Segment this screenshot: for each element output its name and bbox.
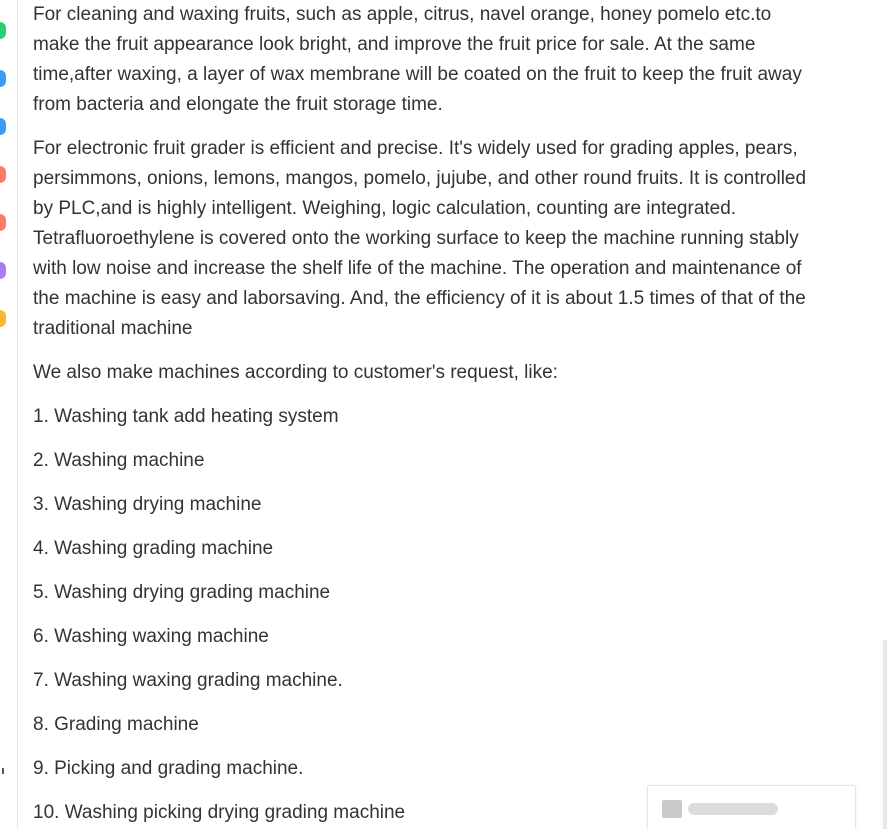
edge-tick <box>2 768 4 774</box>
notification-popup[interactable] <box>647 785 856 829</box>
list-item: 5. Washing drying grading machine <box>33 582 331 603</box>
paragraph-waxing: For cleaning and waxing fruits, such as apple, citrus, navel orange, honey pomelo etc.to make the fruit appearance look bright, and improve the fruit price for sale. At the same time,after waxing, a layer of wax membrane will be coated on the fruit to keep the fruit away from bacteria and elongate the fruit storage time. <box>33 4 802 115</box>
list-item: 4. Washing grading machine <box>33 538 274 559</box>
machine-list <box>33 402 813 829</box>
sidebar-dot-icon[interactable] <box>0 310 6 327</box>
sidebar-dot-icon[interactable] <box>0 166 6 183</box>
list-item: 1. Washing tank add heating system <box>33 406 339 427</box>
sidebar-dot-icon[interactable] <box>0 70 6 87</box>
list-item: 3. Washing drying machine <box>33 494 262 515</box>
list-item: 7. Washing waxing grading machine. <box>33 670 343 691</box>
popup-blurred-text <box>688 803 778 815</box>
list-item: 9. Picking and grading machine. <box>33 758 304 779</box>
list-item: 6. Washing waxing machine <box>33 626 269 647</box>
avatar <box>662 800 682 818</box>
paragraph-grader: For electronic fruit grader is efficient and precise. It's widely used for grading apples, pears, persimmons, onions, lemons, mangos, pomelo, jujube, and other round fruits. It is controlled by PLC,and is highly intelligent. Weighing, logic calculation, counting are integrated. Tetrafluoroethylene is covered onto the working surface to keep the machine running stably with low noise and increase the shelf life of the machine. The operation and maintenance of the machine is easy and laborsaving. And, the efficiency of it is about 1.5 times of that of the traditional machine <box>33 138 807 339</box>
sidebar-dot-icon[interactable] <box>0 118 6 135</box>
sidebar-dot-icon[interactable] <box>0 262 6 279</box>
sidebar-dot-icon[interactable] <box>0 22 6 39</box>
scrollbar[interactable] <box>883 640 887 829</box>
list-item: 10. Washing picking drying grading machine <box>33 802 406 823</box>
list-item: 8. Grading machine <box>33 714 199 735</box>
sidebar-dot-icon[interactable] <box>0 214 6 231</box>
article-content <box>33 0 813 829</box>
list-item: 2. Washing machine <box>33 450 205 471</box>
paragraph-custom-request: We also make machines according to customer's request, like: <box>33 362 558 383</box>
left-sidebar-strip <box>0 0 18 829</box>
